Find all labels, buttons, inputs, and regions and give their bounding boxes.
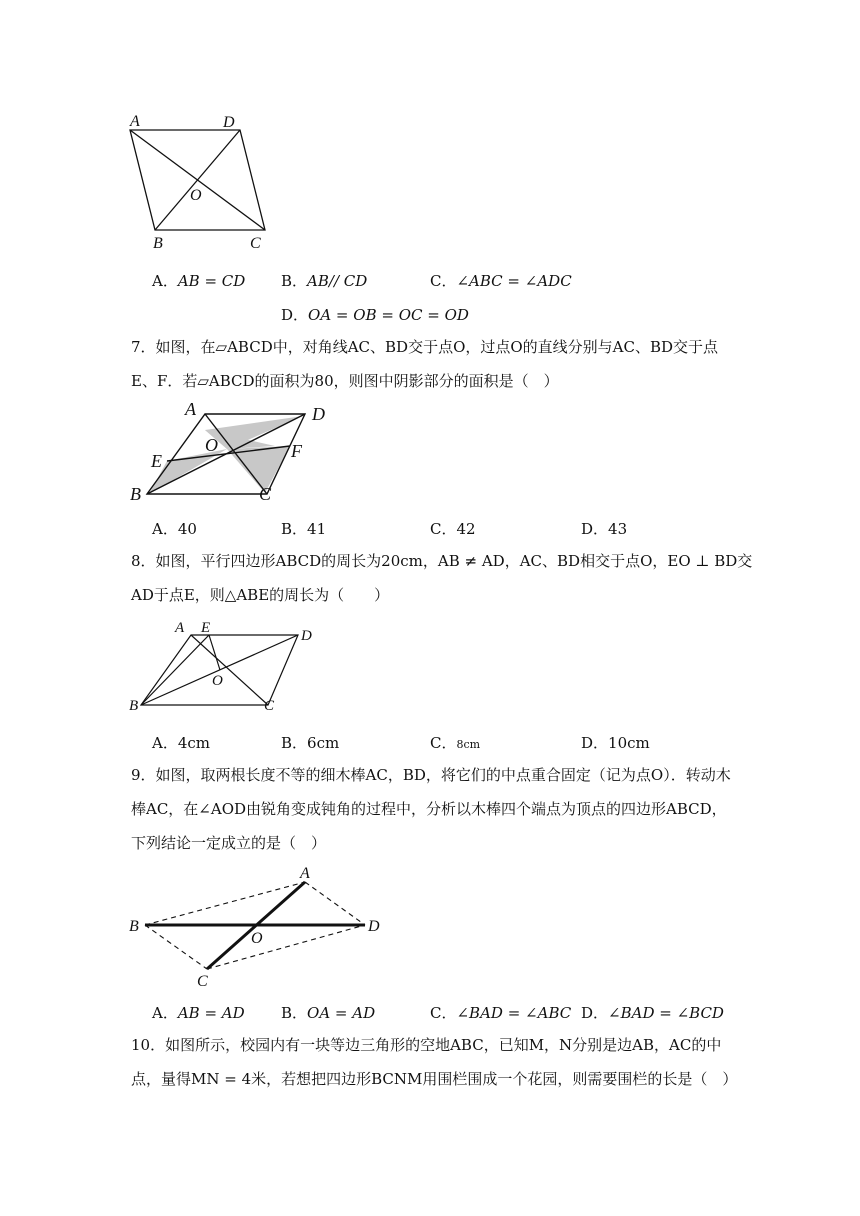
q7-option-d[interactable] — [581, 518, 627, 539]
option-letter: B． — [281, 734, 308, 752]
q8-option-d[interactable] — [581, 732, 650, 753]
option-letter: C． — [430, 1004, 457, 1022]
q9-stem-line1: 9．如图，取两根长度不等的细木棒AC，BD，将它们的中点重合固定（记为点O）．转动木 — [131, 766, 731, 784]
q6-option-a[interactable] — [152, 270, 245, 291]
option-letter: A． — [152, 520, 178, 538]
option-text: AB = AD — [177, 1004, 245, 1022]
option-text: 41 — [307, 520, 327, 538]
option-letter: D． — [581, 734, 609, 752]
q9-label-b: B — [129, 918, 139, 935]
option-letter: A． — [152, 272, 178, 290]
q8-label-b: B — [129, 698, 139, 714]
q8-option-c[interactable] — [430, 732, 480, 753]
q8-stem-line1: 8．如图，平行四边形ABCD的周长为20cm，AB ≠ AD，AC、BD相交于点O，EO ⊥ BD交 — [131, 552, 753, 570]
q8-stem-line2: AD于点E，则△ABE的周长为（ ） — [131, 586, 390, 604]
q8-option-b[interactable] — [281, 732, 339, 753]
option-text: 8cm — [456, 738, 481, 751]
q7-option-a[interactable] — [152, 518, 197, 539]
q6-label-c: C — [250, 235, 261, 252]
q9-stem-line2: 棒AC，在∠AOD由锐角变成钝角的过程中，分析以木棒四个端点为顶点的四边形ABCD， — [131, 800, 727, 818]
q7-label-e: E — [151, 451, 162, 471]
option-text: OA = OB = OC = OD — [308, 306, 469, 324]
q7-figure — [125, 400, 345, 505]
q8-label-d: D — [301, 628, 312, 644]
q8-label-o: O — [212, 673, 223, 689]
q8-label-a: A — [175, 620, 185, 636]
option-text: 42 — [456, 520, 476, 538]
q9-label-o: O — [251, 930, 263, 947]
q9-option-c[interactable] — [430, 1002, 571, 1023]
q10-stem-line2: 点，量得MN = 4米，若想把四边形BCNM用围栏围成一个花园，则需要围栏的长是（ ） — [131, 1070, 738, 1088]
option-text: ∠ABC = ∠ADC — [456, 272, 572, 290]
q8-label-e: E — [201, 620, 211, 636]
option-text: AB = CD — [177, 272, 246, 290]
q8-figure — [125, 615, 325, 715]
q7-stem-line2: E、F．若▱ABCD的面积为80，则图中阴影部分的面积是（ ） — [131, 372, 559, 390]
option-letter: B． — [281, 272, 308, 290]
q6-figure — [120, 108, 280, 258]
q9-label-c: C — [197, 973, 208, 990]
option-text: ∠BAD = ∠ABC — [456, 1004, 572, 1022]
q7-label-d: D — [312, 404, 325, 424]
option-text: AB// CD — [307, 272, 368, 290]
option-text: 4cm — [177, 734, 211, 752]
q7-option-b[interactable] — [281, 518, 326, 539]
q6-label-d: D — [223, 114, 235, 131]
q6-label-a: A — [130, 113, 140, 130]
q6-option-c[interactable] — [430, 270, 572, 291]
option-letter: C． — [430, 520, 457, 538]
q6-label-b: B — [153, 235, 163, 252]
option-text: ∠BAD = ∠BCD — [608, 1004, 724, 1022]
q9-option-b[interactable] — [281, 1002, 375, 1023]
q10-stem-line1: 10．如图所示，校园内有一块等边三角形的空地ABC，已知M，N分别是边AB，AC的中 — [131, 1036, 722, 1054]
q7-label-f: F — [291, 441, 302, 461]
option-letter: B． — [281, 1004, 308, 1022]
q6-option-d[interactable] — [281, 304, 469, 325]
q9-stem-line3: 下列结论一定成立的是（ ） — [131, 834, 327, 852]
q7-stem-line1: 7．如图，在▱ABCD中，对角线AC、BD交于点O，过点O的直线分别与AC、BD交于点 — [131, 338, 719, 356]
q9-option-d[interactable] — [581, 1002, 724, 1023]
q6-label-o: O — [190, 187, 202, 204]
option-text: 10cm — [608, 734, 650, 752]
option-text: 6cm — [307, 734, 340, 752]
option-letter: D． — [281, 306, 309, 324]
option-letter: B． — [281, 520, 308, 538]
q6-option-b[interactable] — [281, 270, 367, 291]
option-text: 40 — [177, 520, 197, 538]
option-letter: D． — [581, 520, 609, 538]
option-letter: D． — [581, 1004, 609, 1022]
q8-option-a[interactable] — [152, 732, 210, 753]
q9-option-a[interactable] — [152, 1002, 245, 1023]
option-text: 43 — [608, 520, 628, 538]
option-letter: A． — [152, 734, 178, 752]
q7-label-b: B — [130, 484, 141, 504]
q7-label-c: C — [259, 484, 272, 504]
q9-label-d: D — [368, 918, 380, 935]
option-letter: A． — [152, 1004, 178, 1022]
q8-label-c: C — [264, 698, 275, 714]
option-text: OA = AD — [307, 1004, 376, 1022]
q7-label-a: A — [185, 399, 196, 419]
q7-label-o: O — [205, 435, 218, 455]
q7-option-c[interactable] — [430, 518, 476, 539]
option-letter: C． — [430, 734, 457, 752]
q9-figure — [125, 858, 395, 988]
option-letter: C． — [430, 272, 457, 290]
q9-label-a: A — [300, 865, 310, 882]
